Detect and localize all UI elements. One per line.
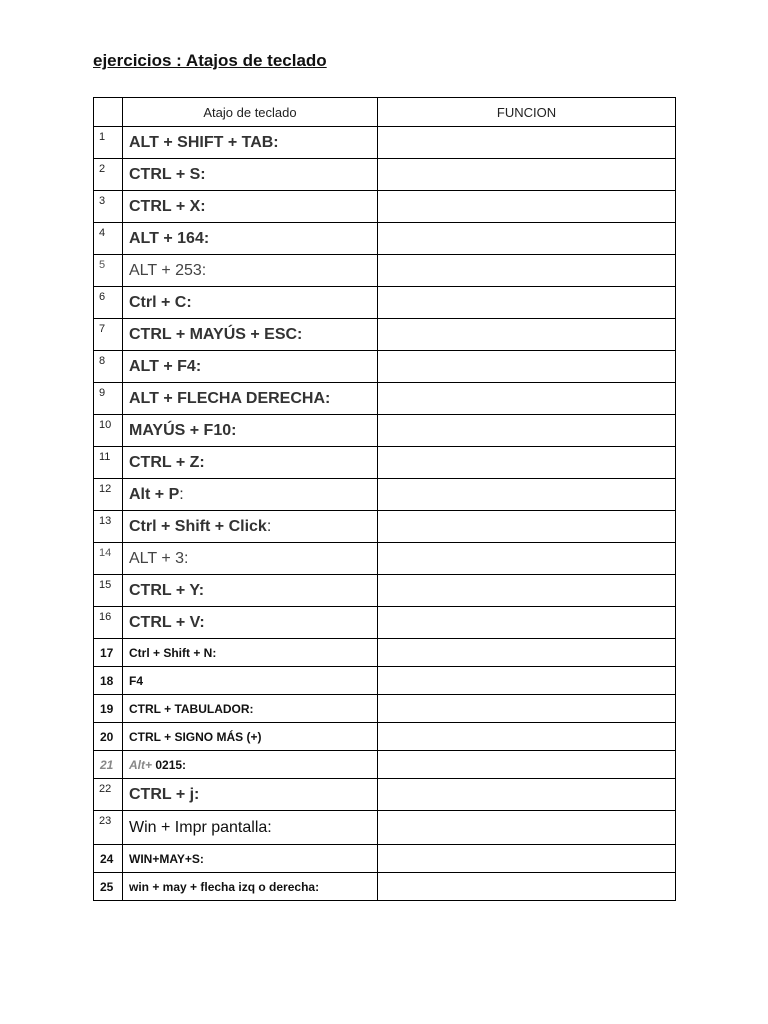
shortcut-text: ALT + 253: <box>129 261 207 279</box>
shortcut-cell <box>123 575 378 607</box>
function-cell[interactable] <box>378 351 676 383</box>
header-number <box>94 98 123 127</box>
row-number: 17 <box>94 639 123 667</box>
shortcut-cell <box>123 845 378 873</box>
page-title: ejercicios : Atajos de teclado <box>93 51 327 70</box>
shortcut-text: CTRL + S: <box>129 165 206 183</box>
shortcut-cell <box>123 127 378 159</box>
shortcut-text: 0215: <box>152 757 187 772</box>
shortcut-text: CTRL + V: <box>129 613 205 631</box>
function-cell[interactable] <box>378 511 676 543</box>
header-function: FUNCION <box>378 98 676 127</box>
shortcut-cell <box>123 159 378 191</box>
table-row <box>94 223 676 255</box>
function-cell[interactable] <box>378 575 676 607</box>
shortcut-text: CTRL + Y: <box>129 581 205 599</box>
table-row <box>94 383 676 415</box>
shortcut-cell <box>123 351 378 383</box>
shortcut-cell <box>123 543 378 575</box>
shortcut-cell <box>123 223 378 255</box>
function-cell[interactable] <box>378 607 676 639</box>
shortcut-text: CTRL + Z: <box>129 453 205 471</box>
table-row <box>94 751 676 779</box>
function-cell[interactable] <box>378 543 676 575</box>
table-row <box>94 779 676 811</box>
shortcut-text: Alt + P <box>129 485 180 503</box>
table-row <box>94 667 676 695</box>
function-cell[interactable] <box>378 811 676 845</box>
shortcut-text: CTRL + SIGNO MÁS (+) <box>129 729 262 744</box>
shortcut-text: ALT + SHIFT + TAB: <box>129 133 279 151</box>
shortcut-text: win + may + flecha izq o derecha: <box>129 879 320 894</box>
shortcut-text: CTRL + X: <box>129 197 206 215</box>
shortcut-text: Ctrl + C: <box>129 293 192 311</box>
row-number: 12 <box>94 479 123 511</box>
table-row <box>94 479 676 511</box>
table-row <box>94 873 676 901</box>
table-header-row <box>94 98 676 127</box>
shortcut-trailing-colon: : <box>179 485 184 503</box>
shortcut-cell <box>123 873 378 901</box>
shortcut-text: ALT + 3: <box>129 549 189 567</box>
row-number: 8 <box>94 351 123 383</box>
shortcut-cell <box>123 639 378 667</box>
function-cell[interactable] <box>378 779 676 811</box>
row-number: 20 <box>94 723 123 751</box>
row-number: 13 <box>94 511 123 543</box>
row-number: 10 <box>94 415 123 447</box>
shortcut-cell <box>123 779 378 811</box>
row-number: 4 <box>94 223 123 255</box>
row-number: 11 <box>94 447 123 479</box>
shortcut-prefix: Alt+ <box>129 757 153 772</box>
shortcut-text: ALT + F4: <box>129 357 202 375</box>
function-cell[interactable] <box>378 751 676 779</box>
function-cell[interactable] <box>378 639 676 667</box>
table-row <box>94 415 676 447</box>
table-row <box>94 287 676 319</box>
function-cell[interactable] <box>378 191 676 223</box>
function-cell[interactable] <box>378 447 676 479</box>
shortcut-text: ALT + 164: <box>129 229 210 247</box>
row-number: 21 <box>94 751 123 779</box>
row-number: 15 <box>94 575 123 607</box>
table-row <box>94 695 676 723</box>
shortcuts-table <box>93 97 676 901</box>
function-cell[interactable] <box>378 127 676 159</box>
shortcut-text: Win + Impr pantalla: <box>129 818 272 836</box>
row-number: 16 <box>94 607 123 639</box>
row-number: 14 <box>94 543 123 575</box>
row-number: 5 <box>94 255 123 287</box>
function-cell[interactable] <box>378 695 676 723</box>
shortcut-text: F4 <box>129 673 144 688</box>
function-cell[interactable] <box>378 287 676 319</box>
row-number: 18 <box>94 667 123 695</box>
table-row <box>94 607 676 639</box>
row-number: 25 <box>94 873 123 901</box>
table-row <box>94 447 676 479</box>
shortcut-cell <box>123 191 378 223</box>
shortcut-text: CTRL + MAYÚS + ESC: <box>129 325 303 343</box>
function-cell[interactable] <box>378 667 676 695</box>
function-cell[interactable] <box>378 255 676 287</box>
table-row <box>94 845 676 873</box>
function-cell[interactable] <box>378 415 676 447</box>
function-cell[interactable] <box>378 479 676 511</box>
shortcut-text: WIN+MAY+S: <box>129 851 204 866</box>
row-number: 6 <box>94 287 123 319</box>
shortcut-text: CTRL + TABULADOR: <box>129 701 254 716</box>
shortcut-trailing-colon: : <box>266 517 272 535</box>
function-cell[interactable] <box>378 873 676 901</box>
table-row <box>94 543 676 575</box>
row-number: 3 <box>94 191 123 223</box>
table-row <box>94 319 676 351</box>
shortcut-cell <box>123 383 378 415</box>
function-cell[interactable] <box>378 223 676 255</box>
function-cell[interactable] <box>378 159 676 191</box>
shortcut-cell <box>123 695 378 723</box>
table-row <box>94 159 676 191</box>
shortcut-text: Ctrl + Shift + Click <box>129 517 267 535</box>
function-cell[interactable] <box>378 319 676 351</box>
shortcut-cell <box>123 447 378 479</box>
table-row <box>94 191 676 223</box>
shortcut-text: Ctrl + Shift + N: <box>129 645 217 660</box>
shortcut-cell <box>123 751 378 779</box>
row-number: 24 <box>94 845 123 873</box>
row-number: 2 <box>94 159 123 191</box>
function-cell[interactable] <box>378 383 676 415</box>
header-shortcut: Atajo de teclado <box>123 98 378 127</box>
shortcut-text: MAYÚS + F10: <box>129 421 237 439</box>
table-row <box>94 723 676 751</box>
shortcut-cell <box>123 479 378 511</box>
table-row <box>94 575 676 607</box>
table-row <box>94 511 676 543</box>
function-cell[interactable] <box>378 845 676 873</box>
shortcut-cell <box>123 415 378 447</box>
shortcut-cell <box>123 723 378 751</box>
shortcut-cell <box>123 255 378 287</box>
table-row <box>94 255 676 287</box>
shortcut-cell <box>123 319 378 351</box>
shortcut-cell <box>123 811 378 845</box>
table-row <box>94 351 676 383</box>
function-cell[interactable] <box>378 723 676 751</box>
shortcut-cell <box>123 511 378 543</box>
table-row <box>94 127 676 159</box>
shortcut-cell <box>123 287 378 319</box>
row-number: 22 <box>94 779 123 811</box>
shortcut-cell <box>123 667 378 695</box>
table-row <box>94 811 676 845</box>
row-number: 9 <box>94 383 123 415</box>
row-number: 23 <box>94 811 123 845</box>
row-number: 19 <box>94 695 123 723</box>
row-number: 1 <box>94 127 123 159</box>
shortcut-cell <box>123 607 378 639</box>
shortcut-text: ALT + FLECHA DERECHA: <box>129 389 331 407</box>
table-row <box>94 639 676 667</box>
shortcut-text: CTRL + j: <box>129 785 200 803</box>
row-number: 7 <box>94 319 123 351</box>
